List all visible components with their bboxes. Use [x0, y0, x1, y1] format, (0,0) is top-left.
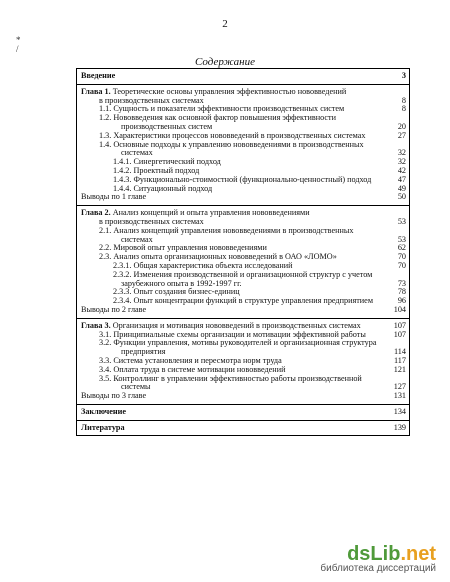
toc-entry: 1.2. Нововведения как основной фактор повышения эффективности: [99, 113, 337, 123]
toc-entry-cont: системы 127: [121, 382, 406, 392]
toc-subentry: 1.4.2. Проектный подход 42: [113, 165, 406, 175]
toc-section-chapter-3: [77, 319, 409, 405]
toc-chapter-1-heading-cont: в производственных системах 8: [99, 95, 406, 105]
toc-section-chapter-1: [77, 85, 409, 206]
toc-chapter-3-heading: Глава 3. Организация и мотивация нововведений в производственных системах 107: [81, 320, 406, 330]
toc-entry-cont: производственных систем 20: [121, 121, 406, 131]
toc-entry: 3.4. Оплата труда в системе мотивации нововведений 121: [99, 364, 406, 374]
watermark-subtitle: библиотека диссертаций: [320, 563, 436, 574]
page-number: 2: [222, 18, 228, 30]
toc-entry-intro: [77, 72, 409, 81]
toc-entry: 3.5. Контроллинг в управлении эффективностью работы производственной: [99, 373, 362, 383]
toc-subentry: 2.3.4. Опыт концентрации функций в структуре управления предприятием 96: [113, 296, 406, 306]
toc-entry-cont: системах 53: [121, 234, 406, 244]
toc-entry-conclusion: Заключение 134: [81, 406, 406, 416]
toc-conclusion: Выводы по 3 главе 131: [81, 391, 406, 401]
toc-entry: 2.3. Анализ опыта организационных нововведений в ОАО «ЛОМО» 70: [99, 252, 406, 262]
toc-section-chapter-2: [77, 206, 409, 319]
toc-entry: 3.2. Функции управления, мотивы руководителей и организационная структура: [99, 338, 377, 348]
toc-entry-cont: предприятия 114: [121, 347, 406, 357]
margin-mark: *: [16, 35, 21, 45]
watermark: [320, 543, 436, 574]
toc-subentry: 1.4.1. Синергетический подход 32: [113, 157, 406, 167]
toc-subentry: 2.3.2. Изменения производственной и организационной структур с учетом: [113, 269, 373, 279]
toc-entry: 2.2. Мировой опыт управления нововведениями 62: [99, 243, 406, 253]
toc-entry-label: Введение: [81, 71, 116, 80]
toc-section-intro: [77, 69, 409, 85]
watermark-logo: dsLib.net: [347, 543, 436, 565]
toc-entry: 1.1. Сущность и показатели эффективности производственных систем 8: [99, 104, 406, 114]
toc-entry: 1.3. Характеристики процессов нововведений в производственных системах 27: [99, 130, 406, 140]
toc-subentry: 2.3.1. Общая характеристика объекта исследований 70: [113, 260, 406, 270]
toc-entry: 3.1. Принципиальные схемы организации и мотивации эффективной работы 107: [99, 329, 406, 339]
toc-conclusion: Выводы по 1 главе 50: [81, 192, 406, 202]
toc-entry: 3.3. Система установления и пересмотра норм труда 117: [99, 355, 406, 365]
toc-subentry: 1.4.4. Ситуационный подход 49: [113, 183, 406, 193]
toc-entry-page: 8: [401, 95, 406, 105]
toc-subentry: 1.4.3. Функционально-стоимостной (функционально-ценностный) подход 47: [113, 174, 406, 184]
toc-entry: 2.1. Анализ концепций управления нововведениями в производственных: [99, 225, 354, 235]
toc-chapter-1-heading: Глава 1. Теоретические основы управления эффективностью нововведений: [81, 86, 347, 96]
toc-entry: 1.4. Основные подходы к управлению нововведениями в производственных: [99, 139, 364, 149]
toc-section-conclusion: [77, 405, 409, 421]
toc-chapter-2-heading-cont: в производственных системах 53: [99, 216, 406, 226]
toc-entry-page: 3: [401, 71, 406, 80]
toc-entry-literature: Литература 139: [81, 422, 406, 432]
toc-subentry-cont: зарубежного опыта в 1992-1997 гг. 73: [121, 278, 406, 288]
margin-mark: /: [16, 44, 19, 54]
table-of-contents: [76, 68, 410, 436]
toc-chapter-2-heading: Глава 2. Анализ концепций и опыта управления нововведениями: [81, 208, 310, 218]
toc-section-literature: [77, 421, 409, 436]
toc-conclusion: Выводы по 2 главе 104: [81, 304, 406, 314]
toc-entry-cont: системах 32: [121, 148, 406, 158]
page-title: Содержание: [194, 56, 255, 68]
toc-subentry: 2.3.3. Опыт создания бизнес-единиц 78: [113, 287, 406, 297]
